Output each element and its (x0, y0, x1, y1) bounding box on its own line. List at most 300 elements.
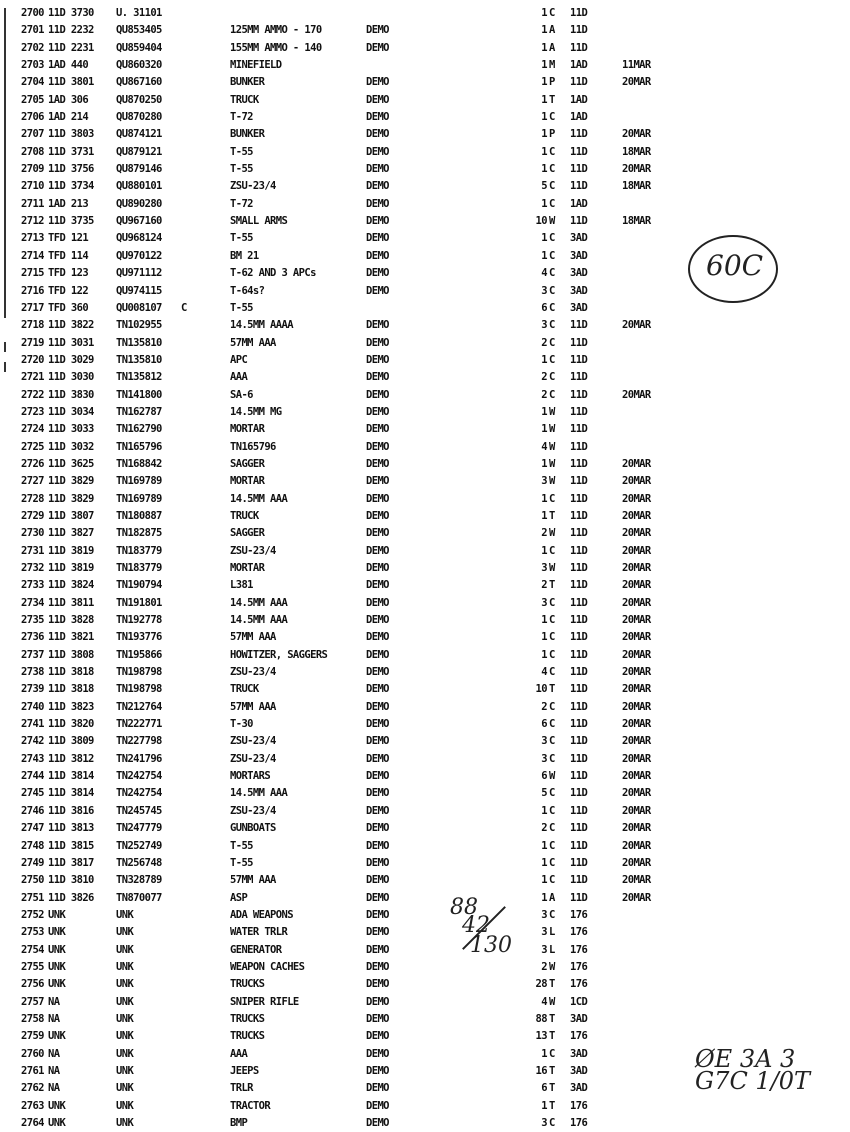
category-mark: C (549, 822, 555, 835)
target-description: T-64s? (230, 284, 265, 297)
category-mark: T (549, 1099, 555, 1112)
action-type: DEMO (366, 596, 389, 609)
grid-code: UNK (116, 978, 134, 991)
row-number: 2739 (21, 683, 44, 696)
target-description: TRUCK (230, 683, 259, 696)
category-mark: C (549, 908, 555, 921)
action-type: DEMO (366, 995, 389, 1008)
target-description: BM 21 (230, 249, 259, 262)
division: 3AD (570, 1012, 588, 1025)
action-type: DEMO (366, 128, 389, 141)
unit-id: UNK (48, 1117, 66, 1129)
category-mark: C (549, 388, 555, 401)
row-number: 2707 (21, 128, 44, 141)
division: 3AD (570, 301, 588, 314)
division: 11D (570, 41, 588, 54)
category-mark: W (549, 457, 555, 470)
quantity: 1 (541, 631, 547, 644)
grid-code: UNK (116, 1030, 134, 1043)
row-number: 2761 (21, 1064, 44, 1077)
table-row (0, 838, 850, 855)
grid-code: TN247779 (116, 822, 162, 835)
division: 11D (570, 128, 588, 141)
row-number: 2709 (21, 163, 44, 176)
table-row (0, 161, 850, 178)
row-number: 2713 (21, 232, 44, 245)
action-type: DEMO (366, 960, 389, 973)
grid-code: TN198798 (116, 683, 162, 696)
target-description: AAA (230, 371, 248, 384)
unit-id: 11D 3815 (48, 839, 94, 852)
unit-id: TFD 122 (48, 284, 89, 297)
row-number: 2748 (21, 839, 44, 852)
record-table (0, 5, 850, 1132)
unit-id: 11D 3816 (48, 804, 94, 817)
table-row (0, 959, 850, 976)
handwritten-corner-note (695, 1045, 811, 1095)
row-number: 2718 (21, 319, 44, 332)
category-mark: T (549, 1012, 555, 1025)
unit-id: 11D 3814 (48, 787, 94, 800)
quantity: 1 (541, 145, 547, 158)
quantity: 1 (541, 405, 547, 418)
unit-id: UNK (48, 978, 66, 991)
quantity: 1 (541, 76, 547, 89)
unit-id: 11D 3625 (48, 457, 94, 470)
quantity: 1 (541, 423, 547, 436)
category-mark: W (549, 215, 555, 228)
category-mark: C (549, 163, 555, 176)
action-type: DEMO (366, 353, 389, 366)
grid-code: TN182875 (116, 527, 162, 540)
row-number: 2724 (21, 423, 44, 436)
unit-id: NA (48, 995, 60, 1008)
category-mark: C (549, 804, 555, 817)
category-mark: M (549, 59, 555, 72)
table-row (0, 74, 850, 91)
date: 20MAR (622, 683, 651, 696)
category-mark: A (549, 41, 555, 54)
table-row (0, 525, 850, 542)
target-description: TRACTOR (230, 1099, 271, 1112)
table-row (0, 1028, 850, 1045)
grid-code: TN870077 (116, 891, 162, 904)
action-type: DEMO (366, 562, 389, 574)
action-type: DEMO (366, 76, 389, 89)
grid-code: QU874121 (116, 128, 162, 141)
date: 20MAR (622, 839, 651, 852)
grid-code: TN168842 (116, 457, 162, 470)
unit-id: 1AD 440 (48, 59, 89, 72)
unit-id: 11D 3818 (48, 683, 94, 696)
quantity: 1 (541, 41, 547, 54)
grid-code: QU879121 (116, 145, 162, 158)
category-mark: T (549, 1064, 555, 1077)
division: 3AD (570, 267, 588, 280)
quantity: 4 (541, 995, 547, 1008)
row-number: 2704 (21, 76, 44, 89)
date: 20MAR (622, 631, 651, 644)
row-number: 2752 (21, 908, 44, 921)
division: 11D (570, 683, 588, 696)
action-type: DEMO (366, 215, 389, 228)
target-description: TN165796 (230, 440, 276, 453)
quantity: 1 (541, 492, 547, 505)
row-number: 2710 (21, 180, 44, 193)
row-number: 2760 (21, 1047, 44, 1060)
category-mark: A (549, 891, 555, 904)
division: 11D (570, 353, 588, 366)
action-type: DEMO (366, 700, 389, 713)
target-description: MORTARS (230, 770, 271, 783)
unit-id: TFD 121 (48, 232, 89, 245)
division: 11D (570, 457, 588, 470)
table-row (0, 1098, 850, 1115)
quantity: 3 (541, 319, 547, 332)
category-mark: L (549, 943, 555, 956)
grid-code: QU974115 (116, 284, 162, 297)
category-mark: T (549, 579, 555, 592)
quantity: 1 (541, 1047, 547, 1060)
date: 20MAR (622, 874, 651, 887)
row-number: 2743 (21, 752, 44, 765)
action-type: DEMO (366, 145, 389, 158)
table-row (0, 560, 850, 577)
row-number: 2757 (21, 995, 44, 1008)
division: 11D (570, 319, 588, 332)
target-description: T-62 AND 3 APCs (230, 267, 316, 280)
category-mark: C (549, 232, 555, 245)
target-description: MORTAR (230, 562, 265, 574)
unit-id: 11D 3821 (48, 631, 94, 644)
category-mark: C (549, 353, 555, 366)
table-row (0, 699, 850, 716)
grid-code: TN256748 (116, 856, 162, 869)
grid-code: QU870250 (116, 93, 162, 106)
action-type: DEMO (366, 874, 389, 887)
table-row (0, 855, 850, 872)
row-number: 2729 (21, 509, 44, 522)
unit-id: NA (48, 1082, 60, 1095)
division: 176 (570, 978, 588, 991)
date: 20MAR (622, 388, 651, 401)
quantity: 1 (541, 24, 547, 37)
target-description: TRUCKS (230, 1030, 265, 1043)
row-number: 2747 (21, 822, 44, 835)
target-description: T-55 (230, 301, 253, 314)
grid-code: QU870280 (116, 111, 162, 124)
division: 1AD (570, 93, 588, 106)
quantity: 88 (535, 1012, 547, 1025)
row-number: 2708 (21, 145, 44, 158)
category-mark: W (549, 562, 555, 574)
action-type: DEMO (366, 735, 389, 748)
row-number: 2731 (21, 544, 44, 557)
category-mark: C (549, 787, 555, 800)
quantity: 2 (541, 700, 547, 713)
unit-id: 11D 3803 (48, 128, 94, 141)
unit-id: 11D 3826 (48, 891, 94, 904)
division: 11D (570, 423, 588, 436)
target-description: L381 (230, 579, 253, 592)
grid-code: TN162787 (116, 405, 162, 418)
division: 3AD (570, 1064, 588, 1077)
target-description: T-55 (230, 163, 253, 176)
table-row (0, 213, 850, 230)
target-description: 14.5MM AAAA (230, 319, 293, 332)
table-row (0, 473, 850, 490)
table-row (0, 681, 850, 698)
unit-id: 11D 3030 (48, 371, 94, 384)
division: 3AD (570, 232, 588, 245)
division: 11D (570, 527, 588, 540)
action-type: DEMO (366, 492, 389, 505)
unit-id: 11D 3823 (48, 700, 94, 713)
action-type: DEMO (366, 24, 389, 37)
action-type: DEMO (366, 770, 389, 783)
row-number: 2730 (21, 527, 44, 540)
target-description: 57MM AAA (230, 631, 276, 644)
division: 176 (570, 943, 588, 956)
row-number: 2750 (21, 874, 44, 887)
action-type: DEMO (366, 319, 389, 332)
category-mark: A (549, 24, 555, 37)
target-description: T-55 (230, 145, 253, 158)
row-number: 2763 (21, 1099, 44, 1112)
target-description: 14.5MM AAA (230, 614, 288, 627)
category-mark: W (549, 475, 555, 488)
target-description: T-55 (230, 232, 253, 245)
action-type: DEMO (366, 163, 389, 176)
division: 11D (570, 874, 588, 887)
quantity: 3 (541, 284, 547, 297)
action-type: DEMO (366, 284, 389, 297)
table-row (0, 716, 850, 733)
unit-id: UNK (48, 960, 66, 973)
quantity: 1 (541, 891, 547, 904)
category-mark: P (549, 128, 555, 141)
category-mark: C (549, 874, 555, 887)
row-number: 2735 (21, 614, 44, 627)
row-number: 2700 (21, 7, 44, 19)
division: 176 (570, 908, 588, 921)
target-description: 14.5MM AAA (230, 596, 288, 609)
division: 11D (570, 509, 588, 522)
grid-code: TN198798 (116, 666, 162, 679)
division: 1AD (570, 111, 588, 124)
table-row (0, 92, 850, 109)
target-description: APC (230, 353, 248, 366)
division: 11D (570, 336, 588, 349)
unit-id: 11D 2232 (48, 24, 94, 37)
grid-code: QU879146 (116, 163, 162, 176)
target-description: GUNBOATS (230, 822, 276, 835)
division: 176 (570, 960, 588, 973)
action-type: DEMO (366, 752, 389, 765)
row-number: 2755 (21, 960, 44, 973)
division: 176 (570, 926, 588, 939)
grid-code: TN193776 (116, 631, 162, 644)
unit-id: 11D 3813 (48, 822, 94, 835)
date: 20MAR (622, 614, 651, 627)
unit-id: 11D 3817 (48, 856, 94, 869)
target-description: 57MM AAA (230, 336, 276, 349)
quantity: 2 (541, 388, 547, 401)
table-row (0, 924, 850, 941)
grid-code: TN135810 (116, 353, 162, 366)
action-type: DEMO (366, 440, 389, 453)
quantity: 2 (541, 960, 547, 973)
date: 20MAR (622, 163, 651, 176)
quantity: 2 (541, 336, 547, 349)
row-number: 2749 (21, 856, 44, 869)
action-type: DEMO (366, 614, 389, 627)
table-row (0, 907, 850, 924)
target-description: TRUCKS (230, 978, 265, 991)
division: 11D (570, 856, 588, 869)
grid-code: UNK (116, 908, 134, 921)
grid-code: UNK (116, 995, 134, 1008)
division: 11D (570, 215, 588, 228)
grid-code: TN241796 (116, 752, 162, 765)
category-mark: P (549, 76, 555, 89)
category-mark: C (549, 371, 555, 384)
category-mark: C (549, 839, 555, 852)
division: 3AD (570, 249, 588, 262)
row-number: 2741 (21, 718, 44, 731)
date: 20MAR (622, 319, 651, 332)
grid-code: UNK (116, 943, 134, 956)
quantity: 1 (541, 7, 547, 19)
unit-id: 11D 3031 (48, 336, 94, 349)
division: 11D (570, 7, 588, 19)
action-type: DEMO (366, 1082, 389, 1095)
action-type: DEMO (366, 631, 389, 644)
action-type: DEMO (366, 388, 389, 401)
date: 20MAR (622, 527, 651, 540)
table-row (0, 629, 850, 646)
action-type: DEMO (366, 527, 389, 540)
grid-code: QU880101 (116, 180, 162, 193)
grid-code: UNK (116, 1012, 134, 1025)
unit-id: 11D 3812 (48, 752, 94, 765)
grid-code: QU967160 (116, 215, 162, 228)
date: 20MAR (622, 752, 651, 765)
action-type: DEMO (366, 666, 389, 679)
date: 20MAR (622, 648, 651, 661)
division: 11D (570, 700, 588, 713)
row-number: 2705 (21, 93, 44, 106)
row-number: 2703 (21, 59, 44, 72)
action-type: DEMO (366, 41, 389, 54)
quantity: 3 (541, 908, 547, 921)
unit-id: TFD 360 (48, 301, 89, 314)
grid-code: TN183779 (116, 562, 162, 574)
quantity: 1 (541, 59, 547, 72)
action-type: DEMO (366, 787, 389, 800)
quantity: 28 (535, 978, 547, 991)
tally-top: 88 (450, 895, 478, 920)
action-type: DEMO (366, 908, 389, 921)
table-row (0, 317, 850, 334)
unit-id: 11D 3818 (48, 666, 94, 679)
quantity: 4 (541, 440, 547, 453)
row-number: 2715 (21, 267, 44, 280)
table-row (0, 491, 850, 508)
tally-mid: 42 (462, 913, 490, 938)
unit-id: 11D 3811 (48, 596, 94, 609)
target-description: SA-6 (230, 388, 253, 401)
table-row (0, 1115, 850, 1132)
category-mark: W (549, 995, 555, 1008)
grid-code: TN212764 (116, 700, 162, 713)
grid-code: QU859404 (116, 41, 162, 54)
grid-code: U. 31101 (116, 7, 162, 19)
quantity: 3 (541, 926, 547, 939)
target-description: SAGGER (230, 457, 265, 470)
quantity: 2 (541, 822, 547, 835)
quantity: 6 (541, 770, 547, 783)
row-number: 2706 (21, 111, 44, 124)
table-row (0, 577, 850, 594)
flag-code: C (181, 301, 187, 314)
division: 11D (570, 718, 588, 731)
unit-id: 11D 3829 (48, 492, 94, 505)
unit-id: UNK (48, 1030, 66, 1043)
row-number: 2751 (21, 891, 44, 904)
division: 176 (570, 1099, 588, 1112)
row-number: 2742 (21, 735, 44, 748)
unit-id: 11D 3801 (48, 76, 94, 89)
quantity: 10 (535, 215, 547, 228)
target-description: T-30 (230, 718, 253, 731)
quantity: 1 (541, 163, 547, 176)
grid-code: UNK (116, 1082, 134, 1095)
row-number: 2726 (21, 457, 44, 470)
unit-id: 11D 3829 (48, 475, 94, 488)
table-row (0, 57, 850, 74)
target-description: MORTAR (230, 423, 265, 436)
category-mark: C (549, 284, 555, 297)
date: 20MAR (622, 891, 651, 904)
table-row (0, 109, 850, 126)
quantity: 6 (541, 718, 547, 731)
action-type: DEMO (366, 891, 389, 904)
quantity: 1 (541, 232, 547, 245)
category-mark: W (549, 405, 555, 418)
category-mark: C (549, 735, 555, 748)
row-number: 2711 (21, 197, 44, 210)
category-mark: C (549, 614, 555, 627)
table-row (0, 733, 850, 750)
row-number: 2719 (21, 336, 44, 349)
target-description: 57MM AAA (230, 874, 276, 887)
unit-id: UNK (48, 943, 66, 956)
quantity: 3 (541, 475, 547, 488)
quantity: 1 (541, 509, 547, 522)
target-description: 14.5MM AAA (230, 492, 288, 505)
grid-code: TN180887 (116, 509, 162, 522)
action-type: DEMO (366, 1117, 389, 1129)
category-mark: T (549, 509, 555, 522)
row-number: 2714 (21, 249, 44, 262)
quantity: 3 (541, 1117, 547, 1129)
unit-id: 11D 3809 (48, 735, 94, 748)
category-mark: C (549, 596, 555, 609)
division: 11D (570, 579, 588, 592)
date: 20MAR (622, 718, 651, 731)
date: 20MAR (622, 128, 651, 141)
